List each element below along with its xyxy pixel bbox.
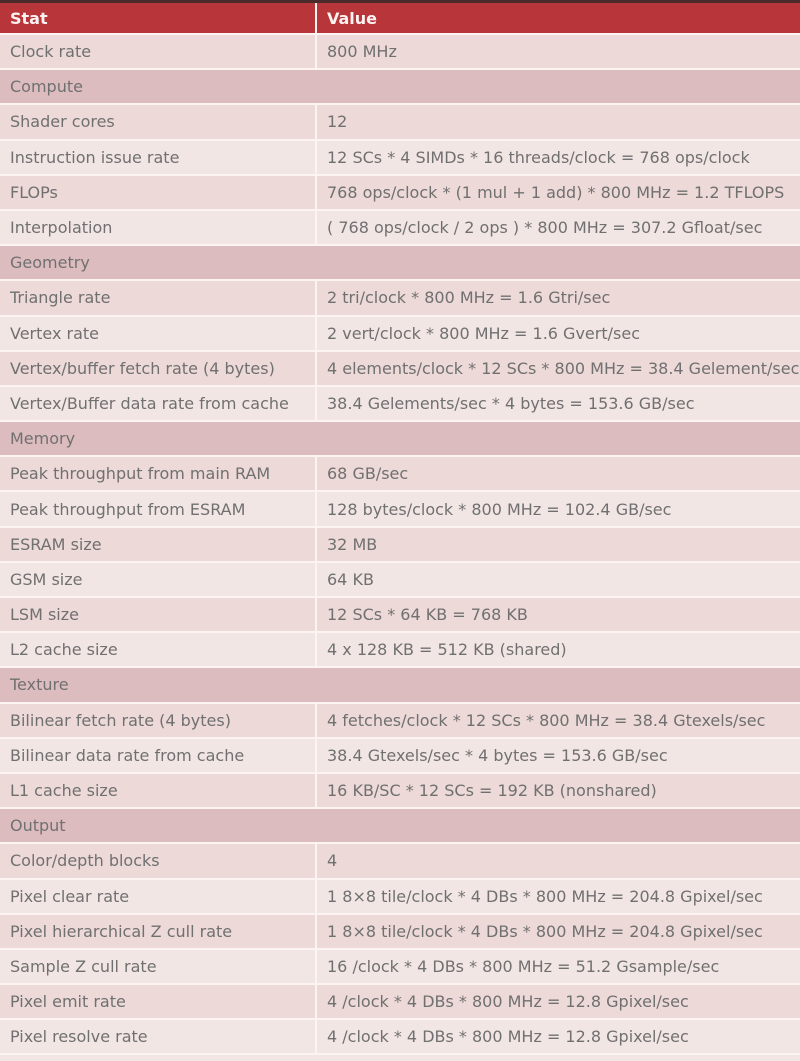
table-body bbox=[0, 34, 800, 1054]
table-row bbox=[0, 491, 800, 526]
table-row bbox=[0, 597, 800, 632]
value-cell: 4 /clock * 4 DBs * 800 MHz = 12.8 Gpixel/sec bbox=[316, 984, 800, 1019]
section-header-row bbox=[0, 808, 800, 843]
stat-cell: Color/depth blocks bbox=[0, 843, 316, 878]
value-cell: 1 8×8 tile/clock * 4 DBs * 800 MHz = 204.8 Gpixel/sec bbox=[316, 879, 800, 914]
table-row bbox=[0, 280, 800, 315]
table-row bbox=[0, 843, 800, 878]
table-row bbox=[0, 562, 800, 597]
stat-cell: Peak throughput from ESRAM bbox=[0, 491, 316, 526]
table-row bbox=[0, 351, 800, 386]
stat-cell: GSM size bbox=[0, 562, 316, 597]
stat-cell: Pixel emit rate bbox=[0, 984, 316, 1019]
value-cell: 4 fetches/clock * 12 SCs * 800 MHz = 38.4 Gtexels/sec bbox=[316, 703, 800, 738]
value-cell: 4 x 128 KB = 512 KB (shared) bbox=[316, 632, 800, 667]
table-row bbox=[0, 456, 800, 491]
table-row bbox=[0, 773, 800, 808]
value-cell: 16 KB/SC * 12 SCs = 192 KB (nonshared) bbox=[316, 773, 800, 808]
table-row bbox=[0, 386, 800, 421]
table-row bbox=[0, 703, 800, 738]
value-cell: 32 MB bbox=[316, 527, 800, 562]
section-title: Texture bbox=[0, 667, 800, 702]
stat-cell: Pixel clear rate bbox=[0, 879, 316, 914]
stat-cell: Clock rate bbox=[0, 34, 316, 69]
table-row bbox=[0, 316, 800, 351]
table-row bbox=[0, 1019, 800, 1054]
table-header-row bbox=[0, 2, 800, 35]
value-cell: 64 KB bbox=[316, 562, 800, 597]
stat-cell: Triangle rate bbox=[0, 280, 316, 315]
section-header-row bbox=[0, 421, 800, 456]
stat-cell: Vertex/buffer fetch rate (4 bytes) bbox=[0, 351, 316, 386]
value-cell: 128 bytes/clock * 800 MHz = 102.4 GB/sec bbox=[316, 491, 800, 526]
stat-cell: Bilinear fetch rate (4 bytes) bbox=[0, 703, 316, 738]
stat-cell: ESRAM size bbox=[0, 527, 316, 562]
value-cell: 12 SCs * 4 SIMDs * 16 threads/clock = 768 ops/clock bbox=[316, 140, 800, 175]
value-cell: 4 /clock * 4 DBs * 800 MHz = 12.8 Gpixel/sec bbox=[316, 1019, 800, 1054]
section-title: Geometry bbox=[0, 245, 800, 280]
value-cell: 12 bbox=[316, 104, 800, 139]
stat-cell: LSM size bbox=[0, 597, 316, 632]
table-row bbox=[0, 140, 800, 175]
value-cell: 768 ops/clock * (1 mul + 1 add) * 800 MHz = 1.2 TFLOPS bbox=[316, 175, 800, 210]
value-cell: 4 elements/clock * 12 SCs * 800 MHz = 38.4 Gelement/sec bbox=[316, 351, 800, 386]
value-cell: 2 tri/clock * 800 MHz = 1.6 Gtri/sec bbox=[316, 280, 800, 315]
section-title: Compute bbox=[0, 69, 800, 104]
section-header-row bbox=[0, 667, 800, 702]
value-cell: ( 768 ops/clock / 2 ops ) * 800 MHz = 307.2 Gfloat/sec bbox=[316, 210, 800, 245]
value-cell: 38.4 Gtexels/sec * 4 bytes = 153.6 GB/sec bbox=[316, 738, 800, 773]
section-header-row bbox=[0, 245, 800, 280]
stat-cell: Bilinear data rate from cache bbox=[0, 738, 316, 773]
table-row bbox=[0, 632, 800, 667]
section-header-row bbox=[0, 69, 800, 104]
column-header-stat: Stat bbox=[0, 2, 316, 35]
stat-cell: Shader cores bbox=[0, 104, 316, 139]
stat-cell: Peak throughput from main RAM bbox=[0, 456, 316, 491]
table-row bbox=[0, 527, 800, 562]
stat-cell: Pixel resolve rate bbox=[0, 1019, 316, 1054]
section-title: Memory bbox=[0, 421, 800, 456]
table-row bbox=[0, 738, 800, 773]
stat-cell: Pixel hierarchical Z cull rate bbox=[0, 914, 316, 949]
table-row bbox=[0, 104, 800, 139]
value-cell: 1 8×8 tile/clock * 4 DBs * 800 MHz = 204.8 Gpixel/sec bbox=[316, 914, 800, 949]
stat-cell: Vertex/Buffer data rate from cache bbox=[0, 386, 316, 421]
value-cell: 16 /clock * 4 DBs * 800 MHz = 51.2 Gsample/sec bbox=[316, 949, 800, 984]
table-row bbox=[0, 34, 800, 69]
column-header-value: Value bbox=[316, 2, 800, 35]
section-title: Output bbox=[0, 808, 800, 843]
stat-cell: Interpolation bbox=[0, 210, 316, 245]
stat-cell: L1 cache size bbox=[0, 773, 316, 808]
table-row bbox=[0, 914, 800, 949]
value-cell: 38.4 Gelements/sec * 4 bytes = 153.6 GB/sec bbox=[316, 386, 800, 421]
value-cell: 2 vert/clock * 800 MHz = 1.6 Gvert/sec bbox=[316, 316, 800, 351]
table-row bbox=[0, 879, 800, 914]
stat-cell: Vertex rate bbox=[0, 316, 316, 351]
table-row bbox=[0, 949, 800, 984]
value-cell: 4 bbox=[316, 843, 800, 878]
stat-cell: FLOPs bbox=[0, 175, 316, 210]
stat-cell: Sample Z cull rate bbox=[0, 949, 316, 984]
stat-cell: L2 cache size bbox=[0, 632, 316, 667]
value-cell: 68 GB/sec bbox=[316, 456, 800, 491]
value-cell: 800 MHz bbox=[316, 34, 800, 69]
stat-cell: Instruction issue rate bbox=[0, 140, 316, 175]
value-cell: 12 SCs * 64 KB = 768 KB bbox=[316, 597, 800, 632]
table-row bbox=[0, 175, 800, 210]
table-row bbox=[0, 984, 800, 1019]
table-row bbox=[0, 210, 800, 245]
